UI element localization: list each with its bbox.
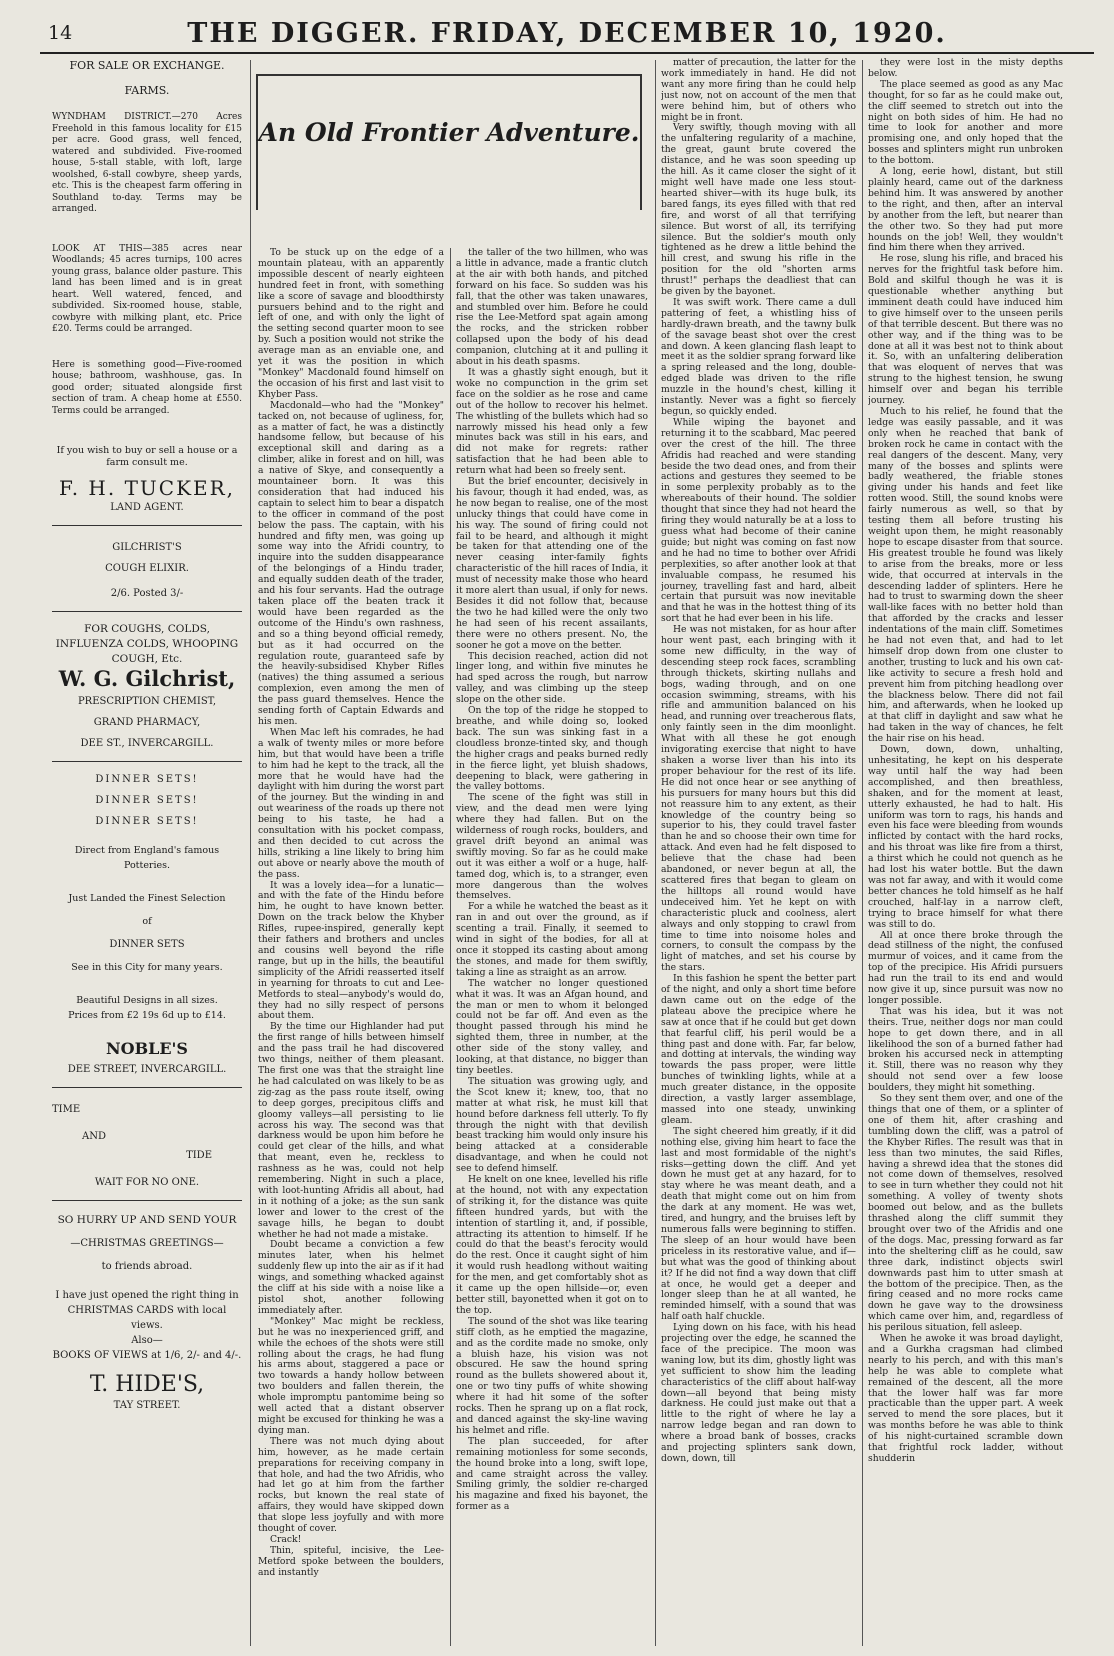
masthead-title: THE DIGGER. FRIDAY, DECEMBER 10, 1920. (187, 18, 947, 49)
article-paragraph: So they sent them over, and one of the things that one of them, or a splinter of one of them hit, after crashing and tumbling down the cliff, was a patrol of the Khyber Rifles. The result was that in less than two minutes, the said Rifles, having a shrewd idea that the stones did not come down of themselves, resolved to see in turn whether they could not hit something. A volley of twenty shots boomed out below, and as the bullets thrashed along the cliff summit they brought over two of the Afridis and one of the dogs. Mac, pressing forward as far into the sheltering cliff as he could, saw three dark, indistinct objects swirl downwards past him to utter smash at the bottom of the precipice. Then, as the firing ceased and no more rocks came down he gave way to the drowsiness which came over him, and, regardless of his perilous situation, fell asleep. (868, 1093, 1063, 1334)
article-paragraph: Lying down on his face, with his head projecting over the edge, he scanned the face of the precipice. The moon was waning low, but its dim, ghostly light was yet sufficient to show him the leading characteristics of the cliff about half-way down—all beyond that being misty darkness. He could just make out that a little to the right of where he lay a narrow ledge began and ran down to where a broad bank of bosses, cracks and projecting splinters sank down, down, down, till (661, 1322, 856, 1464)
article-paragraph: The place seemed as good as any Mac thought, for so far as he could make out, the cliff seemed to stretch out into the night on both sides of him. He had no time to look for another and more promising one, and only hoped that the bosses and splinters might run unbroken to the bottom. (868, 78, 1063, 167)
article-paragraph: It was swift work. There came a dull pattering of feet, a whistling hiss of hardly-drawn breath, and the tawny bulk of the savage beast shot over the crest and down. A keen glancing flash leapt to meet it as the soldier sprang forward like a spring released and the long, double-edged blade was driven to the rifle muzzle in the hound's chest, killing it instantly. Never was a fight so fiercely begun, so quickly ended. (661, 296, 856, 417)
column-rule (250, 60, 251, 1646)
divider (52, 1087, 242, 1088)
farms-heading: FARMS. (124, 84, 170, 97)
article-paragraph: Very swiftly, though moving with all the unfaltering regularity of a machine, the great, gaunt brute covered the distance, and he was soon speeding up the hill. As it came closer the sight of it might well have made one less stout-hearted shiver—with its huge bulk, its bared fangs, its eyes filled with that red fire, and worst of all that terrifying silence. But worst of all, its terrifying silence. But the soldier's mouth only tightened as he drew a little behind the hill crest, and swung his rifle in the position for the old "shorten arms thrust!" perhaps the deadliest that can be given by the bayonet. (661, 122, 856, 298)
article-column-2 (456, 248, 648, 1646)
wait-text: WAIT FOR NO ONE. (94, 1177, 200, 1188)
article-paragraph: In this fashion he spent the better part of the night, and only a short time before dawn came out on the edge of the plateau above the precipice where he saw at once that if he could but get down that fearful cliff, his peril would be a thing past and done with. Far, far below, and dotting at intervals, the winding way towards the pass proper, were little bunches of twinkling lights, while at a much greater distance, in the opposite direction, a vastly larger assemblage, massed into one steady, unwinking gleam. (661, 973, 856, 1126)
article-column-1 (258, 248, 444, 1646)
dinner-sets-line: DINNER SETS! (95, 774, 199, 785)
dinner-sets-text: DINNER SETS (109, 939, 185, 950)
dinner-sets-line: DINNER SETS! (95, 816, 199, 827)
article-paragraph: That was his idea, but it was not theirs. True, neither dogs nor man could hope to get down there, and in all likelihood the son of a burned father had broken his accursed neck in attempting it. Still, there was no reason why they should not send over a few loose boulders, they might hit something. (868, 1005, 1063, 1094)
chemist-text: PRESCRIPTION CHEMIST, (77, 696, 217, 707)
gilchrist-heading: GILCHRIST'S (112, 542, 182, 553)
friends-text: to friends abroad. (101, 1261, 193, 1272)
headline-area (256, 60, 642, 210)
article-paragraph: A long, eerie howl, distant, but still plainly heard, came out of the darkness behind him. It was answered by another to the right, and then, after an interval by another from the left, but nearer than the other two. So they had put more hounds on the job! Well, they wouldn't find him there when they arrived. (868, 166, 1063, 254)
article-paragraph: The plan succeeded, for after remaining motionless for some seconds, the hound broke into a long, swift lope, and came straight across the valley. Smiling grimly, the soldier re-charged his magazine and fixed his bayonet, the former as a (456, 1435, 648, 1513)
article-column-3 (661, 58, 856, 1646)
dee-street-text: DEE ST., INVERCARGILL. (80, 738, 214, 749)
and-text: AND (82, 1131, 106, 1142)
article-paragraph: Thin, spiteful, incisive, the Lee-Metford spoke between the boulders, and instantly (258, 1544, 444, 1578)
tucker-name: F. H. TUCKER, (58, 476, 236, 500)
article-paragraph: It was a ghastly sight enough, but it woke no compunction in the grim set face on the soldier as he rose and came out of the hollow to recover his helmet. The whistling of the bullets which had so narrowly missed his head only a few minutes back was still in his ears, and did not make for regrets: rather satisfaction that he had been able to return what had been so freely sent. (456, 366, 648, 477)
article-paragraph: Macdonald—who had the "Monkey" tacked on, not because of ugliness, for, as a matter of fact, he was a distinctly handsome fellow, but because of his exceptional skill and daring as a climber, alike in forest and on hill, was a native of Skye, and consequently a mountaineer born. It was this consideration that had induced his captain to select him to bear a dispatch to the officer in command of the post below the pass. The captain, with his hundred and fifty men, was going up some way into the Afridi country, to inquire into the sudden disappearance of the belongings of a Hindu trader, and equally sudden death of the trader, and his four servants. Had the outrage taken place off the beaten track it would have been regarded as the outcome of the Hindu's own rashness, and so a thing beyond official remedy, but as it had occurred on the regulation route, guaranteed safe by the heavily-subsidised Khyber Rifles (natives) the thing assumed a serious complexion, even among the men of the pass guard themselves. Hence the sending forth of Captain Edwards and his men. (258, 399, 444, 727)
headline-box (256, 74, 642, 210)
article-paragraph: But the brief encounter, decisively in his favour, though it had ended, was, as he now began to realise, one of the most unlucky things that could have come in his way. The sound of firing could not fail to be heard, and although it might be taken for that attending one of the never ceasing inter-family fights characteristic of the hill races of India, it must of necessity make those who heard it more alert than usual, if only for news. Besides it did not follow that, because the two he had killed were the only two he had seen of his recent assailants, there were no others present. No, the sooner he got a move on the better. (456, 476, 648, 651)
column-rule (655, 60, 656, 1646)
article-paragraph: they were lost in the misty depths below. (868, 58, 1063, 79)
article-paragraph: To be stuck up on the edge of a mountain plateau, with an apparently impossible descent of nearly eighteen hundred feet in front, with something like a score of savage and bloodthirsty pursuers behind and to the right and left of one, and with only the light of the setting second quarter moon to see by. Such a position would not strike the average man as an enviable one, and yet it was the position in which "Monkey" Macdonald found himself on the occasion of his first and last visit to Khyber Pass. (258, 248, 444, 400)
article-paragraph: All at once there broke through the dead stillness of the night, the confused murmur of voices, and it came from the top of the precipice. His Afridi pursuers had run the trail to its end and would now give it up, since pursuit was now no longer possible. (868, 929, 1063, 1006)
see-text: See in this City for many years. (71, 962, 223, 973)
article-paragraph: Doubt became a conviction a few minutes later, when his helmet suddenly flew up into the air as if it had wings, and something whacked against the cliff at his side with a noise like a pistol shot, another following immediately after. (258, 1239, 444, 1316)
tay-street: TAY STREET. (113, 1400, 181, 1411)
article-paragraph: This decision reached, action did not linger long, and within five minutes he had sped across the rough, but narrow valley, and was climbing up the steep slope on the other side. (456, 650, 648, 706)
also-text: Also— (131, 1335, 163, 1346)
tide-text: TIDE (186, 1150, 212, 1161)
column-rule (450, 248, 451, 1646)
gilchrist-name: W. G. Gilchrist, (58, 666, 236, 691)
article-paragraph: On the top of the ridge he stopped to breathe, and while doing so, looked back. The sun was sinking fast in a cloudless bronze-tinted sky, and though the higher crags and peaks burned redly in the fierce light, yet bluish shadows, deepening to black, were gathering in the valley bottoms. (456, 705, 648, 793)
designs-text: Beautiful Designs in all sizes. (76, 995, 218, 1006)
hides-name: T. HIDE'S, (89, 1372, 205, 1397)
article-paragraph: By the time our Highlander had put the first range of hills between himself and the pass trail he had discovered two things, neither of them pleasant. The first one was that the straight line he had calculated on was likely to be as zig-zag as the pass route itself, owing to deep gorges, precipitous cliffs and gloomy valleys—all persisting to lie across his way. The second was that darkness would be upon him before he could get clear of the hills, and what that meant, even he, reckless to rashness as he was, could not help remembering. Night in such a place, with loot-hunting Afridis all about, had in it nothing of a joke; as the sun sank lower and lower to the crest of the savage hills, he began to doubt whether he had not made a mistake. (258, 1021, 444, 1240)
consult-text: If you wish to buy or sell a house or a farm consult me. (56, 445, 238, 468)
article-paragraph: The sight cheered him greatly, if it did nothing else, giving him heart to face the last and most formidable of the night's risks—getting down the cliff. And yet down he must get at any hazard, for to stay where he was meant death, and a death that might come out on him from the dark at any moment. He was wet, tired, and hungry, and the bruises left by numerous falls were beginning to stiffen. The sleep of an hour would have been priceless in its restorative value, and if—but what was the good of thinking about it? If he did not find a way down that cliff at once, he would get a deeper and longer sleep than he at all wanted, he reminded himself, with a sound that was half oath half chuckle. (661, 1125, 856, 1323)
xmas-text: —CHRISTMAS GREETINGS— (70, 1238, 224, 1249)
article-paragraph: The sound of the shot was like tearing stiff cloth, as he emptied the magazine, and as the cordite made no smoke, only a bluish haze, his vision was not obscured. He saw the hound spring round as the bullets showered about it, one or two tiny puffs of white showing where it had hit some of the softer rocks. Then he sprang up on a flat rock, and danced against the sky-line waving his helmet and rifle. (456, 1315, 648, 1436)
article-paragraph: He was not mistaken, for as hour after hour went past, each bringing with it some new difficulty, in the way of descending steep rock faces, scrambling through thickets, skirting nullahs and bogs, wading through, and on one occasion swimming, streams, with his rifle and ammunition balanced on his head, and running over treacherous flats, only faintly seen in the dim moonlight. What with all these he got enough invigorating exercise that night to have shaken a worse liver than his into its proper behaviour for the rest of its life. He did not once hear or see anything of his pursuers for many hours but this did not reassure him to any extent, as their knowledge of the country being so superior to his, they could travel faster than he and so choose their own time for attack. And even had he felt disposed to believe that the chase had been abandoned, or never begun at all, the scattered fires that began to gleam on the hilltops all round would have undeceived him. Yet he kept on with characteristic pluck and coolness, alert always and only stopping to crawl from time to time into noisome holes and corners, to consult the compass by the light of matches, and set his course by the stars. (661, 624, 856, 974)
books-text: BOOKS OF VIEWS at 1/6, 2/- and 4/-. (52, 1350, 242, 1361)
article-paragraph: When he awoke it was broad daylight, and a Gurkha cragsman had climbed nearly to his perch, and with this man's help he was able to complete what remained of the descent, all the more that the lower half was far more practicable than the upper part. A week served to mend the sore places, but it was months before he was able to think of his night-curtained scramble down that frightful rock ladder, without shudderin (868, 1333, 1063, 1464)
article-paragraph: Much to his relief, he found that the ledge was easily passable, and it was only when he reached that bank of broken rock he came in contact with the real dangers of the descent. Many, very many of the bosses and splints were badly weathered, the friable stones giving under his hands and feet like rotten wood. Still, the sound knobs were fairly numerous as well, so that by testing them all before trusting his weight upon them, he might reasonably hope to escape disaster from that source. His greatest trouble he found was likely to arise from the breaks, more or less wide, that occurred at intervals in the descending ladder of splinters. Here he had to trust to swarming down the sheer wall-like faces with no better hold than that afforded by the cracks and lesser indentations of the main cliff. Sometimes he had not even that, and had to let himself drop down from one cluster to another, trusting to luck and his own cat-like activity to secure a fresh hold and prevent him from pitching headlong over the blackness below. There did not fail him, and afterwards, when he looked up at that cliff in daylight and saw what he had taken in the way of chances, he felt the hair rise on his head. (868, 406, 1063, 745)
article-paragraph: When Mac left his comrades, he had a walk of twenty miles or more before him, but that would have been a trifle to him had he kept to the track, all the more that he would have had the daylight with him during the worst part of the journey. But the winding in and out weariness of the roads up there not being to his taste, he had a consultation with his pocket compass, and then decided to cut across the hills, striking a line likely to bring him out above or nearly above the mouth of the pass. (258, 726, 444, 880)
article-paragraph: The scene of the fight was still in view, and the dead men were lying where they had fallen. But on the wilderness of rough rocks, boulders, and gravel drift beyond an animal was swiftly moving. So far as he could make out it was either a wolf or a huge, half-tamed dog, which is, to a stranger, even more dangerous than the wolves themselves. (456, 792, 648, 902)
article-paragraph: He rose, slung his rifle, and braced his nerves for the frightful task before him. Bold and skilful though he was it is questionable whether anything but imminent death could have induced him to give himself over to the unseen perils of that terrible descent. But there was no other way, and if the thing was to be done at all it was best not to think about it. So, with an unfaltering deliberation that was eloquent of nerves that was strung to the highest tension, he swung himself over and began his terrible journey. (868, 253, 1063, 407)
page-number: 14 (48, 22, 73, 44)
article-paragraph: While wiping the bayonet and returning it to the scabbard, Mac peered over the crest of the hill. The three Afridis had reached and were standing beside the two dead ones, and from their actions and gestures they seemed to be in some perplexity probably as to the whereabouts of their hound. The soldier thought that since they had not heard the firing they would naturally be at a loss to guess what had become of their canine guide; but night was coming on fast now and he had no time to bother over Afridi perplexities, so after another look at that invaluable compass, he resumed his journey, travelling fast and hard, albeit certain that pursuit was now inevitable and that he was in the hottest thing of its sort that he had ever been in his life. (661, 416, 856, 625)
divider (52, 611, 242, 612)
article-paragraph: For a while he watched the beast as it ran in and out over the ground, as if scenting a trail. Finally, it seemed to wind in sight of the bodies, for all at once it stopped its casting about among the stones, and made for them swiftly, taking a line as straight as an arrow. (456, 901, 648, 978)
divider (52, 525, 242, 526)
divider (52, 1200, 242, 1201)
column-rule (862, 60, 863, 1646)
prices-text: Prices from £2 19s 6d up to £14. (68, 1010, 226, 1021)
article-paragraph: "Monkey" Mac might be reckless, but he was no inexperienced griff, and while the echoes of the shots were still rolling about the crags, he had flung his arms about, staggered a pace or two towards a handy hollow between two boulders and fallen therein, the whole impromptu pantomime being so well acted that a distant observer might be excused for thinking he was a dying man. (258, 1315, 444, 1436)
article-column-4 (868, 58, 1063, 1646)
direct-text: Direct from England's famous Potteries. (74, 845, 220, 871)
landed-text: Just Landed the Finest Selection (68, 893, 226, 904)
article-paragraph: Crack! (270, 1533, 302, 1545)
look-ad: LOOK AT THIS—385 acres near Woodlands; 45 acres turnips, 100 acres young grass, balance older pasture. This land has been limed and is in great heart. Well watered, fenced, and subdivided. Six-roomed house, stable, cowbyre with milking plant, etc. Price £20. Terms could be arranged. (52, 243, 242, 334)
coughs-text: FOR COUGHS, COLDS, INFLUENZA COLDS, WHOOPING COUGH, Etc. (55, 623, 239, 665)
article-paragraph: It was a lovely idea—for a lunatic—and with the fate of the Hindu before him, he ought to have known better. Down on the track below the Khyber Rifles, rupee-inspired, generally kept their fathers and brothers and uncles and cousins well beyond the rifle range, but up in the hills, the beautiful simplicity of the Afridi reasserted itself in yearning for throats to cut and Lee-Metfords to steal—anybody's would do, they had no silly respect of persons about them. (258, 879, 444, 1022)
dinner-sets-line: DINNER SETS! (95, 795, 199, 806)
masthead-bar (40, 18, 1094, 54)
article-paragraph: the taller of the two hillmen, who was a little in advance, made a frantic clutch at the air with both hands, and pitched forward on his face. So sudden was his fall, that the other was taken unawares, and stumbled over him. Before he could rise the Lee-Metford spat again among the rocks, and the stricken robber collapsed upon the body of his dead companion, clutching at it and pulling it about in his death spasms. (456, 248, 648, 368)
nobles-address: DEE STREET, INVERCARGILL. (67, 1064, 227, 1075)
article-title: An Old Frontier Adventure. (258, 118, 640, 147)
here-ad: Here is something good—Five-roomed house; bathroom, washhouse, gas. In good order; situated alongside first section of tram. A cheap home at £550. Terms could be arranged. (52, 359, 242, 416)
time-text: TIME (52, 1104, 81, 1115)
hurry-text: SO HURRY UP AND SEND YOUR (57, 1214, 237, 1226)
article-paragraph: He knelt on one knee, levelled his rifle at the hound, not with any expectation of striking it, for the distance was quite fifteen hundred yards, but with the intention of startling it, and, if possible, attracting its attention to himself. If he could do that the beast's ferocity would do the rest. Once it caught sight of him it would rush headlong without waiting for the men, and get comfortably shot as it came up the open hillside—or, even better still, bayonetted when it got on to the top. (456, 1174, 648, 1316)
wyndham-ad: WYNDHAM DISTRICT.—270 Acres Freehold in this famous locality for £15 per acre. Good grass, well fenced, watered and subdivided. Five-roomed house, 5-stall stable, with loft, large woolshed, 6-stall cowbyre, sheep yards, etc. This is the cheapest farm offering in Southland to-day. Terms may be arranged. (52, 112, 242, 214)
divider (52, 761, 242, 762)
opened-text: I have just opened the right thing in CHRISTMAS CARDS with local views. (55, 1290, 239, 1331)
ads-column (52, 56, 242, 1646)
article-paragraph: Down, down, down, unhalting, unhesitating, he kept on his desperate way until half the way had been accomplished, and then breathless, shaken, and for the moment at least, utterly exhausted, he had to halt. His uniform was torn to rags, his hands and even his face were bleeding from wounds inflicted by contact with the hard rocks, and his throat was like fire from a thirst, a thirst which he could not quench as he had lost his water bottle. But the dawn was not far away, and with it would come better chances he told himself as he half crouched, half-lay in a narrow cleft, trying to brace himself for what there was still to do. (868, 744, 1063, 930)
article-paragraph: matter of precaution, the latter for the work immediately in hand. He did not want any more firing than he could help just now, not on account of the men that were behind him, but of others who might be in front. (661, 58, 856, 123)
cough-elixir: COUGH ELIXIR. (105, 563, 189, 574)
elixir-price: 2/6. Posted 3/- (110, 588, 184, 599)
pharmacy-text: GRAND PHARMACY, (93, 717, 201, 728)
article-paragraph: The watcher no longer questioned what it was. It was an Afgan hound, and the man or men to whom it belonged could not be far off. And even as the thought passed through his mind he sighted them, three in number, at the other side of the stony valley, and looking, at that distance, no bigger than tiny beetles. (456, 977, 648, 1076)
land-agent: LAND AGENT. (110, 502, 184, 513)
article-paragraph: The situation was growing ugly, and the Scot knew it; knew, too, that no matter at what risk, he must kill that hound before darkness fell utterly. To fly through the night with that devilish beast tracking him would only insure his being attacked at a considerable disadvantage, and when he could not see to defend himself. (456, 1075, 648, 1175)
article-paragraph: There was not much dying about him, however, as he made certain preparations for receiving company in that hole, and had the two Afridis, who had let go at him from the farther rocks, but known the real state of affairs, they would have skipped down that slope less joyfully and with more thought of cover. (258, 1435, 444, 1535)
for-sale-heading: FOR SALE OR EXCHANGE. (69, 59, 225, 72)
of-text: of (142, 916, 152, 927)
nobles-name: NOBLE'S (106, 1039, 188, 1058)
